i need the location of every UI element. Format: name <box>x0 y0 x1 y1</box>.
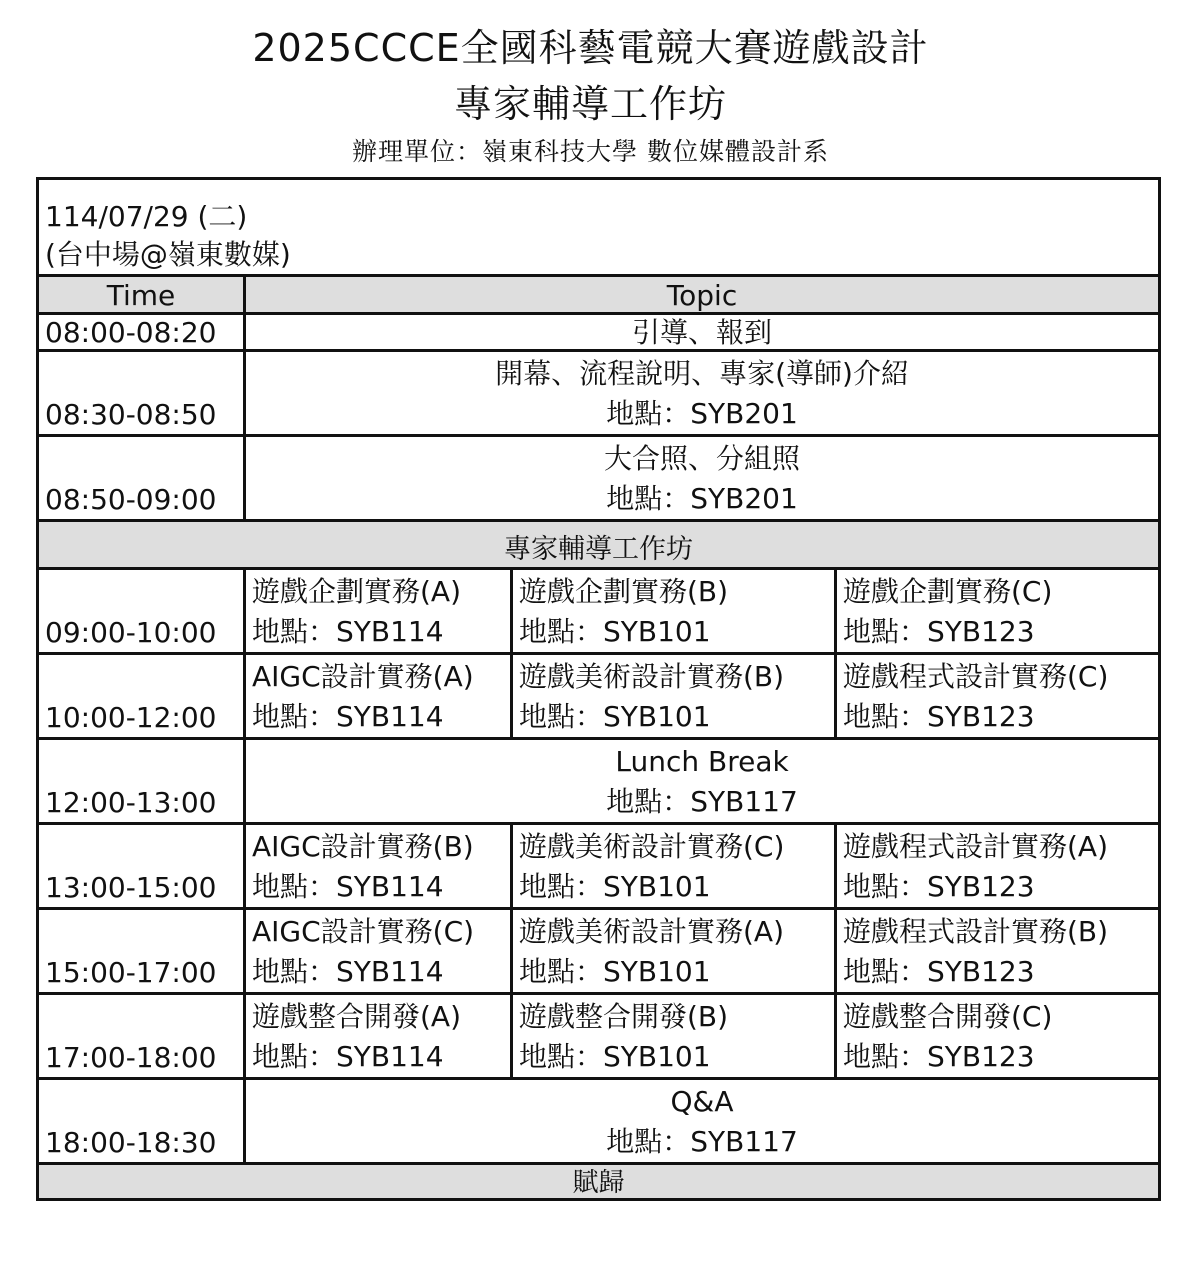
table-row <box>38 994 1160 1079</box>
column-header-topic: Topic <box>245 276 1160 314</box>
session-location: 地點：SYB114 <box>252 1040 444 1073</box>
session-title: 遊戲整合開發(A) <box>252 1000 462 1033</box>
session-title: AIGC設計實務(C) <box>252 915 475 948</box>
session-cell-a <box>245 569 512 654</box>
table-row <box>38 1079 1160 1164</box>
session-cell-a <box>245 994 512 1079</box>
topic-location: 地點：SYB117 <box>606 785 798 818</box>
session-location: 地點：SYB123 <box>843 700 1035 733</box>
session-cell-b <box>512 994 836 1079</box>
session-cell-c <box>836 654 1160 739</box>
table-row <box>38 351 1160 436</box>
session-title: 遊戲美術設計實務(A) <box>519 915 785 948</box>
table-row <box>38 436 1160 521</box>
topic-cell: 引導、報到 <box>245 314 1160 351</box>
session-location: 地點：SYB114 <box>252 700 444 733</box>
column-header-time: Time <box>38 276 245 314</box>
session-cell-b <box>512 909 836 994</box>
organizer-line: 辦理單位：嶺東科技大學 數位媒體設計系 <box>352 137 829 166</box>
session-location: 地點：SYB101 <box>519 615 711 648</box>
session-location: 地點：SYB114 <box>252 955 444 988</box>
table-row <box>38 739 1160 824</box>
session-title: 遊戲程式設計實務(C) <box>843 660 1109 693</box>
session-title: 遊戲程式設計實務(A) <box>843 830 1109 863</box>
document-subtitle: 專家輔導工作坊 <box>453 82 727 126</box>
time-cell: 12:00-13:00 <box>38 739 245 824</box>
topic-title: 開幕、流程說明、專家(導師)介紹 <box>495 357 909 390</box>
session-cell-c <box>836 824 1160 909</box>
session-location: 地點：SYB123 <box>843 615 1035 648</box>
session-title: AIGC設計實務(A) <box>252 660 474 693</box>
document-title: 2025CCCE全國科藝電競大賽遊戲設計 <box>252 26 929 70</box>
session-cell-b <box>512 569 836 654</box>
event-venue: (台中場@嶺東數媒) <box>45 238 291 271</box>
table-row <box>38 824 1160 909</box>
session-location: 地點：SYB123 <box>843 870 1035 903</box>
time-cell: 09:00-10:00 <box>38 569 245 654</box>
topic-location: 地點：SYB201 <box>606 482 798 515</box>
session-cell-a <box>245 909 512 994</box>
session-location: 地點：SYB114 <box>252 615 444 648</box>
session-cell-a <box>245 654 512 739</box>
topic-title: 大合照、分組照 <box>604 442 801 475</box>
event-date: 114/07/29 (二) <box>45 200 248 233</box>
session-title: 遊戲整合開發(B) <box>519 1000 729 1033</box>
session-title: 遊戲美術設計實務(C) <box>519 830 785 863</box>
session-location: 地點：SYB114 <box>252 870 444 903</box>
time-cell: 08:30-08:50 <box>38 351 245 436</box>
topic-title: Q&A <box>670 1085 734 1118</box>
time-cell: 17:00-18:00 <box>38 994 245 1079</box>
session-location: 地點：SYB123 <box>843 1040 1035 1073</box>
table-row <box>38 909 1160 994</box>
topic-location: 地點：SYB117 <box>606 1125 798 1158</box>
table-row <box>38 314 1160 351</box>
session-location: 地點：SYB101 <box>519 955 711 988</box>
time-cell: 08:50-09:00 <box>38 436 245 521</box>
session-location: 地點：SYB123 <box>843 955 1035 988</box>
closing-label: 賦歸 <box>38 1164 1160 1200</box>
session-location: 地點：SYB101 <box>519 700 711 733</box>
topic-title: Lunch Break <box>615 745 789 778</box>
table-row <box>38 569 1160 654</box>
session-cell-b <box>512 824 836 909</box>
session-title: 遊戲企劃實務(A) <box>252 575 462 608</box>
session-title: 遊戲程式設計實務(B) <box>843 915 1109 948</box>
info-row <box>38 179 1160 276</box>
topic-cell <box>245 1079 1160 1164</box>
time-cell: 10:00-12:00 <box>38 654 245 739</box>
topic-cell <box>245 351 1160 436</box>
session-title: 遊戲企劃實務(B) <box>519 575 729 608</box>
session-title: 遊戲美術設計實務(B) <box>519 660 785 693</box>
session-cell-a <box>245 824 512 909</box>
topic-cell <box>245 739 1160 824</box>
time-cell: 18:00-18:30 <box>38 1079 245 1164</box>
session-cell-c <box>836 909 1160 994</box>
time-cell: 15:00-17:00 <box>38 909 245 994</box>
session-title: 遊戲整合開發(C) <box>843 1000 1053 1033</box>
schedule-table <box>36 177 1161 1201</box>
session-cell-b <box>512 654 836 739</box>
topic-cell <box>245 436 1160 521</box>
session-location: 地點：SYB101 <box>519 1040 711 1073</box>
closing-row <box>38 1164 1160 1200</box>
table-header-row <box>38 276 1160 314</box>
section-band-row <box>38 521 1160 569</box>
time-cell: 13:00-15:00 <box>38 824 245 909</box>
session-cell-c <box>836 994 1160 1079</box>
session-title: 遊戲企劃實務(C) <box>843 575 1053 608</box>
table-row <box>38 654 1160 739</box>
info-cell <box>38 179 1160 276</box>
topic-location: 地點：SYB201 <box>606 397 798 430</box>
session-title: AIGC設計實務(B) <box>252 830 474 863</box>
session-cell-c <box>836 569 1160 654</box>
time-cell: 08:00-08:20 <box>38 314 245 351</box>
section-band: 專家輔導工作坊 <box>38 521 1160 569</box>
session-location: 地點：SYB101 <box>519 870 711 903</box>
